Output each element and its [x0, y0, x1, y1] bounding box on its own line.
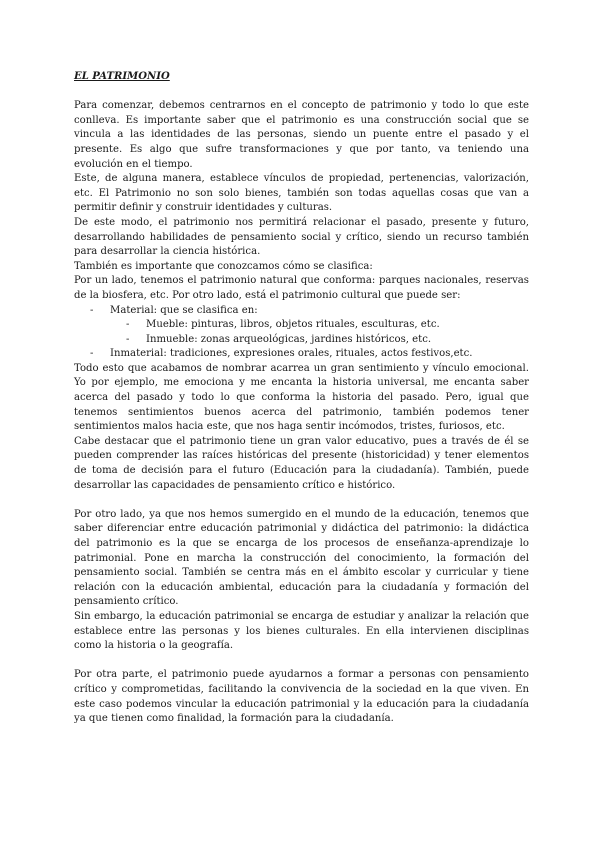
paragraph-natural-cultural: Por un lado, tenemos el patrimonio natural que conforma: parques nacionales, reservas de la biosfera, etc. Por otro lado, está el patrimonio cultural que puede ser:	[74, 275, 529, 301]
paragraph-gap	[74, 654, 529, 669]
paragraph-educacion-patrimonial: Sin embargo, la educación patrimonial se encarga de estudiar y analizar la relación que establece entre las personas y los bienes culturales. En ella intervienen disciplinas como la historia o la geografía.	[74, 610, 529, 652]
paragraph-valor-educativo: Cabe destacar que el patrimonio tiene un gran valor educativo, pues a través de él se pueden comprender las raíces históricas del presente (historicidad) y tener elementos de toma de decisión para el futuro (Educación para la ciudadanía). También, puede desarrollar las capacidades de pensamiento crítico e histórico.	[74, 435, 529, 491]
list-item-inmueble: - Inmueble: zonas arqueológicas, jardines históricos, etc.	[74, 333, 529, 348]
paragraph-gap	[74, 493, 529, 508]
paragraph-vinculos: Este, de alguna manera, establece vínculos de propiedad, pertenencias, valorización, etc. El Patrimonio no son solo bienes, también son todas aquellas cosas que van a permitir definir y construir identidades y culturas.	[74, 173, 529, 214]
paragraph-sentimiento: Todo esto que acabamos de nombrar acarrea un gran sentimiento y vínculo emocional. Yo por ejemplo, me emociona y me encanta la historia universal, me encanta saber acerca del pasado y todo lo que conforma la historia del pasado. Pero, igual que tenemos sentimientos buenos acerca del patrimonio, también podemos tener sentimientos malos hacia este, que nos haga sentir incómodos, tristes, furiosos, etc.	[74, 362, 529, 433]
list-item-material: - Material: que se clasifica en:	[74, 304, 529, 319]
paragraph-clasificacion: También es importante que conozcamos cómo se clasifica:	[74, 260, 373, 272]
document-page	[74, 70, 529, 727]
paragraph-relacionar: De este modo, el patrimonio nos permitirá relacionar el pasado, presente y futuro, desarrollando habilidades de pensamiento social y crítico, siendo un recurso también para desarrollar la ciencia histórica.	[74, 216, 529, 258]
paragraph-intro: Para comenzar, debemos centrarnos en el concepto de patrimonio y todo lo que este conlleva. Es importante saber que el patrimonio es una construcción social que se vincula a las identidades de las personas, siendo un puente entre el pasado y el presente. Es algo que sufre transformaciones y que por tanto, va teniendo una evolución en el tiempo.	[74, 100, 529, 170]
paragraph-conclusion: Por otra parte, el patrimonio puede ayudarnos a formar a personas con pensamiento crítico y comprometidas, facilitando la convivencia de la sociedad en la que viven. En este caso podemos vincular la educación patrimonial y la educación para la ciudadanía ya que tienen como finalidad, la formación para la ciudadanía.	[74, 669, 529, 725]
classification-list	[74, 304, 529, 362]
document-title: EL PATRIMONIO	[74, 71, 170, 82]
list-item-inmaterial: - Inmaterial: tradiciones, expresiones orales, rituales, actos festivos,etc.	[74, 347, 529, 362]
list-item-mueble: - Mueble: pinturas, libros, objetos rituales, esculturas, etc.	[74, 318, 529, 333]
paragraph-didactica: Por otro lado, ya que nos hemos sumergido en el mundo de la educación, tenemos que saber diferenciar entre educación patrimonial y didáctica del patrimonio: la didáctica del patrimonio es la que se encarga de los procesos de enseñanza-aprendizaje lo patrimonial. Pone en marcha la construcción del conocimiento, la formación del pensamiento social. También se centra más en el ámbito escolar y curricular y tiene relación con la educación ambiental, educación para la ciudadanía y formación del pensamiento crítico.	[74, 508, 529, 608]
